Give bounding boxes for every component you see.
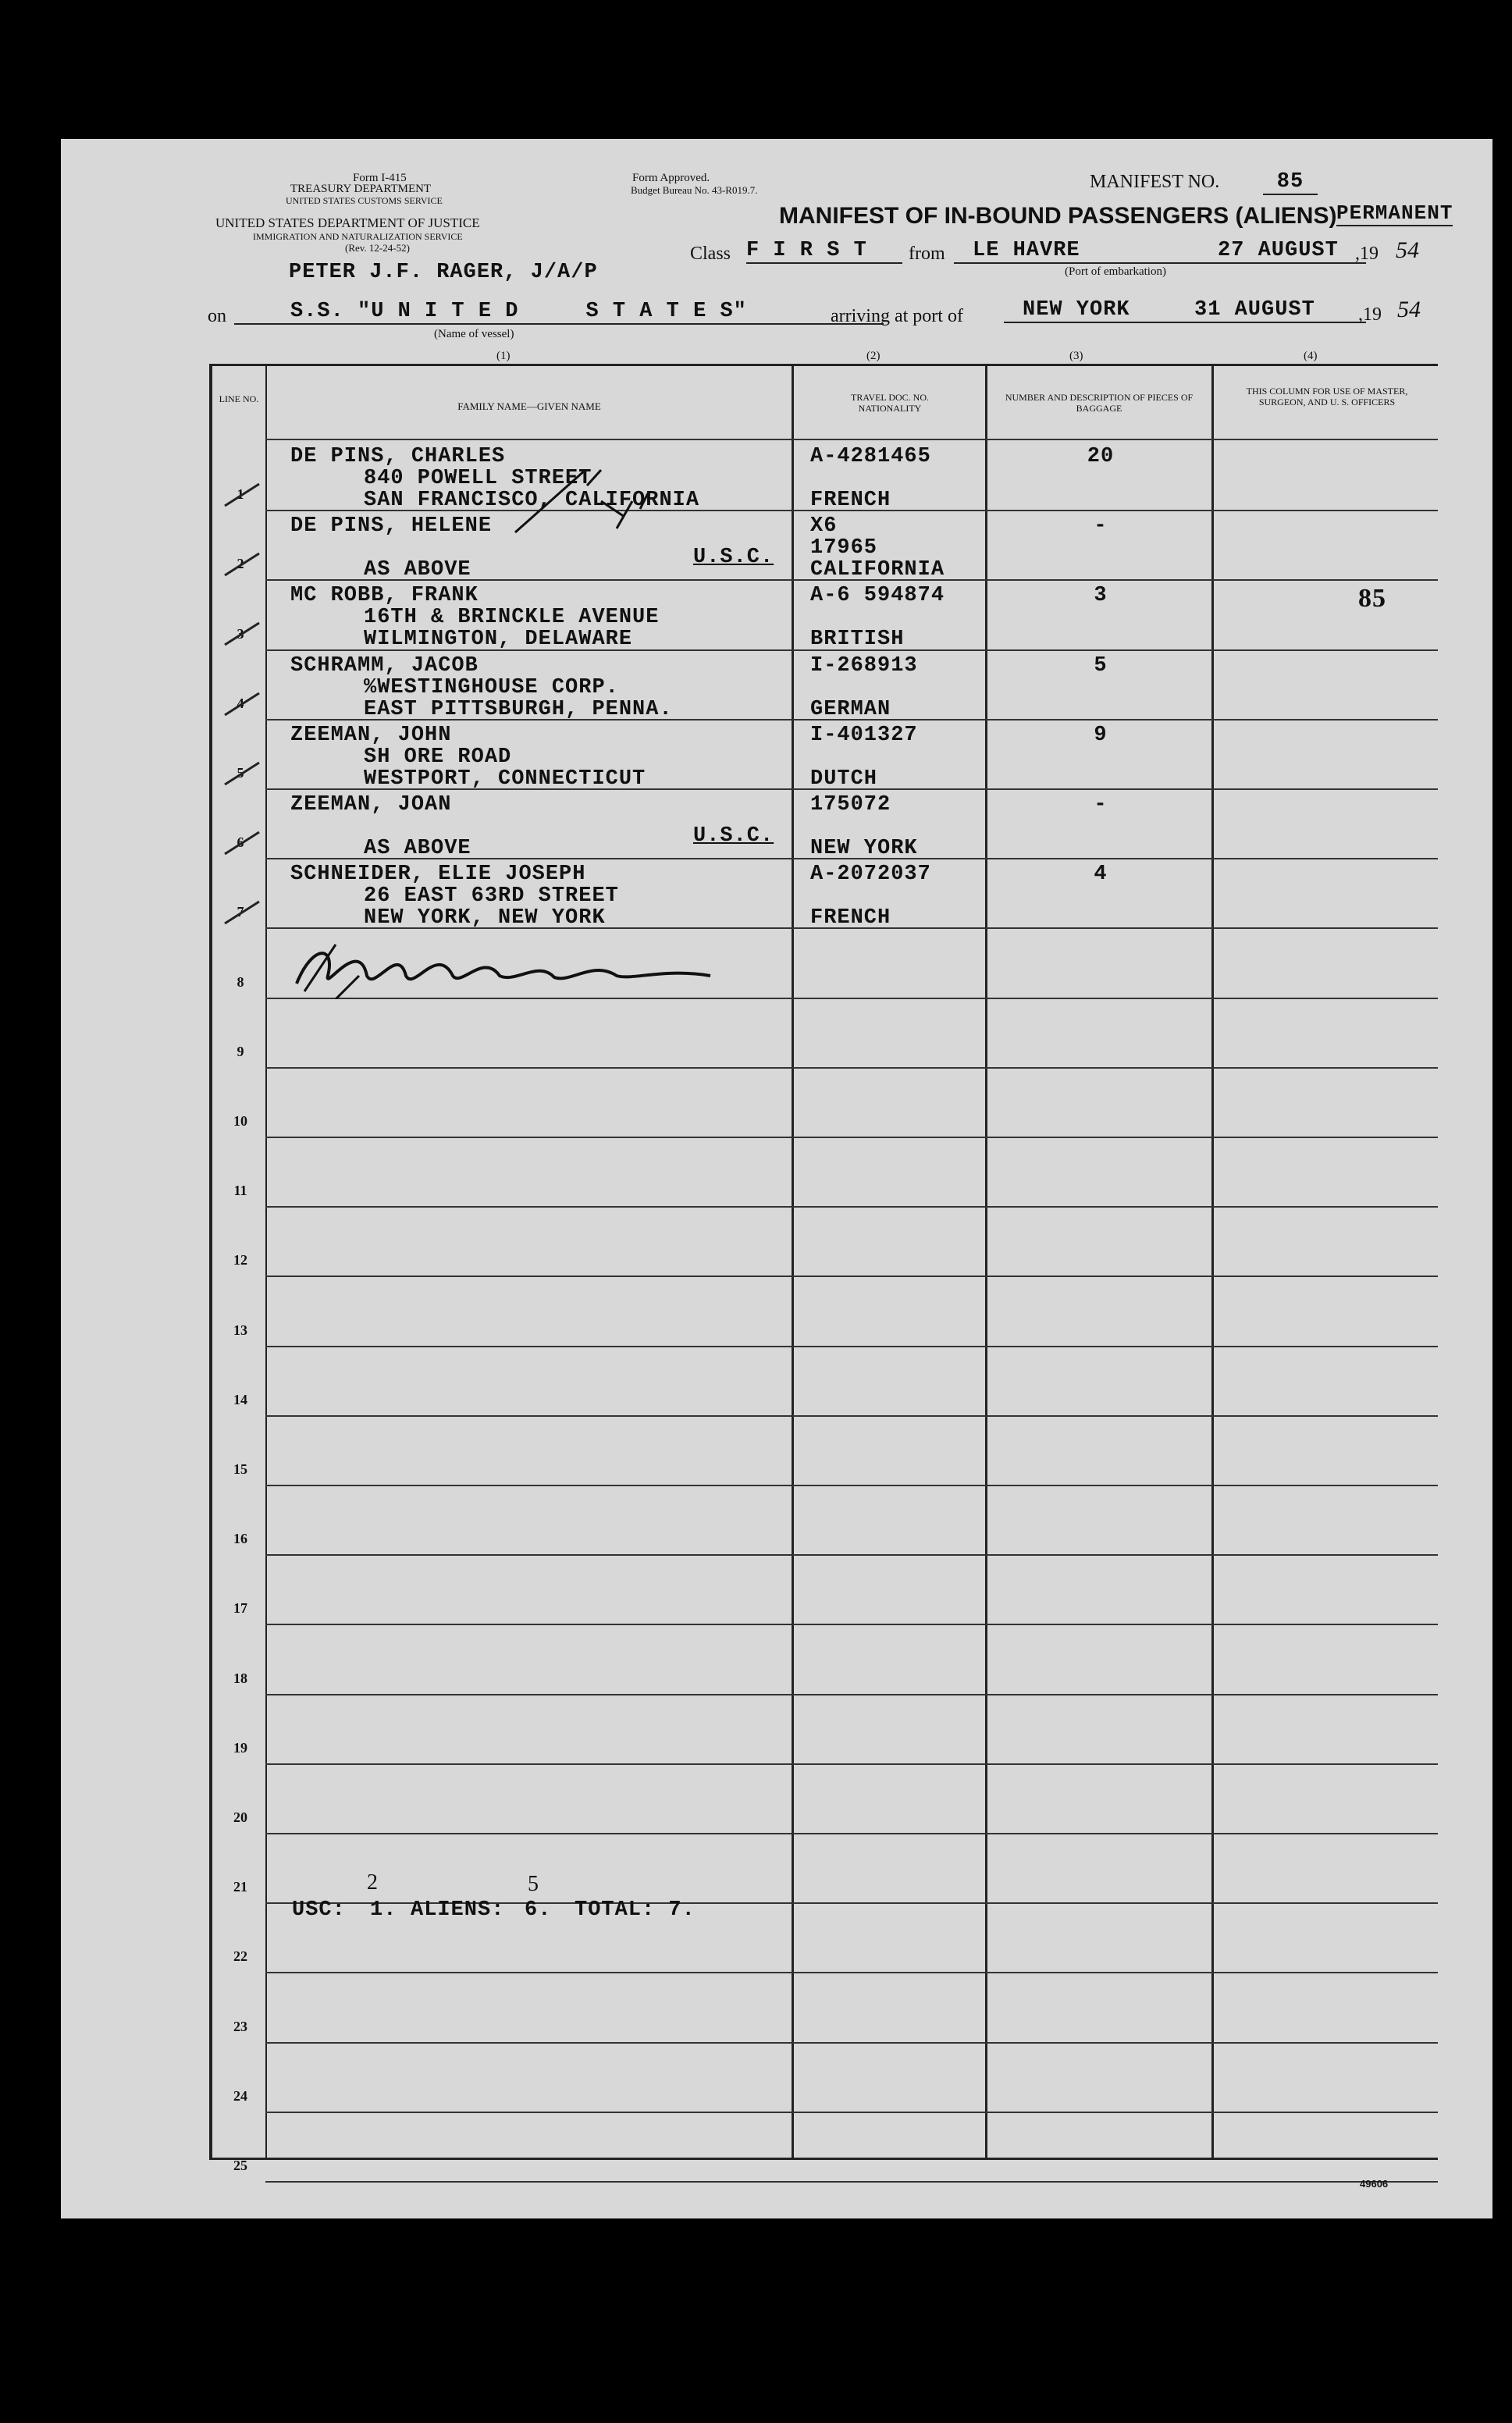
passenger-address-same: AS ABOVE <box>364 837 471 860</box>
table-bottom-border <box>209 2158 1438 2160</box>
on-label: on <box>208 306 226 326</box>
line-number: 13 <box>233 1322 247 1338</box>
budget-bureau: Budget Bureau No. 43-R019.7. <box>631 184 758 196</box>
pencil-check-mark <box>219 897 265 928</box>
port-of-embarkation: LE HAVRE <box>954 239 1222 264</box>
from-label: from <box>909 244 945 264</box>
line-number: 18 <box>233 1670 247 1686</box>
line-number: 5 <box>237 765 244 781</box>
baggage-count: 9 <box>1094 724 1108 747</box>
table-row-rule <box>265 1137 1438 1138</box>
arriving-label: arriving at port of <box>831 306 963 326</box>
line-number: 12 <box>233 1252 247 1268</box>
arrival-port: NEW YORK <box>1004 298 1202 323</box>
line-number: 14 <box>233 1392 247 1407</box>
line-number: 15 <box>233 1461 247 1477</box>
line-number: 9 <box>237 1044 244 1059</box>
passenger-name: ZEEMAN, JOAN <box>290 793 452 817</box>
manifest-sheet <box>61 139 1492 2218</box>
passenger-address-line: SH ORE ROAD <box>364 745 512 769</box>
line-number: 6 <box>237 834 244 850</box>
table-row-rule <box>265 1624 1438 1625</box>
family-name-header: FAMILY NAME—GIVEN NAME <box>457 400 601 412</box>
pencil-check-mark <box>219 827 265 859</box>
vessel-caption: (Name of vessel) <box>434 328 514 340</box>
travel-document-number: A-2072037 <box>810 863 931 886</box>
line-number: 2 <box>237 556 244 571</box>
nationality: NEW YORK <box>810 837 918 860</box>
passenger-name: DE PINS, HELENE <box>290 514 493 538</box>
travel-document-number: A-4281465 <box>810 445 931 468</box>
column-divider <box>792 364 794 2159</box>
grand-total: TOTAL: 7. <box>575 1898 696 1922</box>
nationality: FRENCH <box>810 906 891 930</box>
column-number-2: (2) <box>866 350 881 362</box>
travel-doc-header: TRAVEL DOC. NO. NATIONALITY <box>850 392 929 414</box>
passenger-city: WILMINGTON, DELAWARE <box>364 628 633 651</box>
aliens-total-label: ALIENS: <box>411 1898 505 1922</box>
line-number: 4 <box>237 696 244 711</box>
table-left-border <box>209 364 212 2159</box>
justice-department: UNITED STATES DEPARTMENT OF JUSTICE <box>215 215 480 230</box>
port-embarkation-caption: (Port of embarkation) <box>1065 265 1166 278</box>
baggage-count: - <box>1094 793 1108 817</box>
nationality: DUTCH <box>810 767 878 791</box>
baggage-count: 4 <box>1094 863 1108 886</box>
revision-date: (Rev. 12-24-52) <box>345 242 410 254</box>
column-divider <box>985 364 987 2159</box>
header-rule <box>265 439 1438 440</box>
form-code: 49606 <box>1360 2178 1389 2190</box>
ins-service: IMMIGRATION AND NATURALIZATION SERVICE <box>253 231 463 242</box>
travel-document-number: I-401327 <box>810 724 918 747</box>
embarkation-year-prefix: ,19 <box>1355 244 1379 264</box>
passenger-city: EAST PITTSBURGH, PENNA. <box>364 698 673 721</box>
table-row-rule <box>265 1276 1438 1277</box>
nationality: BRITISH <box>810 628 905 651</box>
baggage-header: NUMBER AND DESCRIPTION OF PIECES OF BAGGAGE <box>1005 392 1194 414</box>
line-number: 10 <box>233 1113 247 1129</box>
table-row-rule <box>265 1763 1438 1765</box>
table-row-rule <box>265 1694 1438 1695</box>
travel-document-number: 17965 <box>810 536 878 560</box>
form-approved: Form Approved. <box>632 172 710 184</box>
table-row-rule <box>265 1554 1438 1556</box>
column-number-4: (4) <box>1304 350 1318 362</box>
column-number-3: (3) <box>1069 350 1083 362</box>
embarkation-date: 27 AUGUST <box>1218 239 1366 264</box>
travel-document-number: I-268913 <box>810 654 918 678</box>
passenger-name: SCHNEIDER, ELIE JOSEPH <box>290 863 586 886</box>
customs-service: UNITED STATES CUSTOMS SERVICE <box>286 195 443 206</box>
table-row-rule <box>265 1972 1438 1973</box>
passenger-address-line: %WESTINGHOUSE CORP. <box>364 676 619 699</box>
table-row-rule <box>265 2181 1438 2183</box>
table-row-rule <box>265 1833 1438 1834</box>
travel-document-number: A-6 594874 <box>810 584 945 607</box>
table-row-rule <box>265 1415 1438 1417</box>
line-number: 17 <box>233 1600 247 1616</box>
table-row-rule <box>265 2042 1438 2044</box>
manifest-no-label: MANIFEST NO. <box>1090 172 1220 192</box>
line-number: 1 <box>237 486 244 502</box>
usc-marker: U.S.C. <box>693 546 774 569</box>
line-number: 8 <box>237 974 244 990</box>
pencil-check-mark <box>219 479 265 511</box>
passenger-address-line: 26 EAST 63RD STREET <box>364 884 619 908</box>
table-row-rule <box>265 1346 1438 1347</box>
baggage-count: 3 <box>1094 584 1108 607</box>
line-no-header: LINE NO. <box>219 393 259 404</box>
class-value: F I R S T <box>746 239 902 264</box>
arrival-date: 31 AUGUST <box>1194 298 1366 323</box>
table-top-border <box>209 364 1438 366</box>
passenger-address-line: 840 POWELL STREET <box>364 467 592 490</box>
column-divider <box>1211 364 1214 2159</box>
table-row-rule <box>265 1067 1438 1069</box>
arrival-year-prefix: ,19 <box>1358 304 1382 325</box>
line-number: 23 <box>233 2019 247 2034</box>
arrival-year: 54 <box>1397 297 1421 322</box>
officers-header: THIS COLUMN FOR USE OF MASTER, SURGEON, AND U. S. OFFICERS <box>1246 386 1408 407</box>
nationality: FRENCH <box>810 489 891 512</box>
column-divider <box>265 364 267 2159</box>
officer-note: 85 <box>1358 584 1386 613</box>
treasury-department: TREASURY DEPARTMENT <box>290 183 432 195</box>
passenger-city: NEW YORK, NEW YORK <box>364 906 606 930</box>
pencil-check-mark <box>219 688 265 720</box>
class-label: Class <box>690 244 731 264</box>
passenger-city: WESTPORT, CONNECTICUT <box>364 767 646 791</box>
form-number: Form I-415 <box>353 172 407 184</box>
passenger-address-line: 16TH & BRINCKLE AVENUE <box>364 606 660 629</box>
travel-document-number: X6 <box>810 514 838 538</box>
line-number: 22 <box>233 1948 247 1964</box>
passenger-name: DE PINS, CHARLES <box>290 445 506 468</box>
baggage-count: - <box>1094 514 1108 538</box>
usc-marker: U.S.C. <box>693 824 774 848</box>
line-number: 16 <box>233 1531 247 1546</box>
aliens-total-typed: 6. <box>525 1898 552 1922</box>
usc-total-typed: 1. <box>370 1898 397 1922</box>
passenger-name: SCHRAMM, JACOB <box>290 654 479 678</box>
pencil-check-mark <box>219 758 265 789</box>
line-number: 25 <box>233 2158 247 2173</box>
nationality: CALIFORNIA <box>810 558 945 582</box>
column-number-1: (1) <box>496 350 511 362</box>
officer-name: PETER J.F. RAGER, J/A/P <box>289 261 598 284</box>
passenger-name: MC ROBB, FRANK <box>290 584 479 607</box>
baggage-count: 20 <box>1087 445 1115 468</box>
passenger-name: ZEEMAN, JOHN <box>290 724 452 747</box>
travel-document-number: 175072 <box>810 793 891 817</box>
table-row-rule <box>265 1206 1438 1208</box>
line-number: 7 <box>237 904 244 920</box>
pencil-check-mark <box>219 618 265 649</box>
line-number: 11 <box>233 1183 247 1198</box>
passenger-address-same: AS ABOVE <box>364 558 471 582</box>
signature <box>289 929 726 999</box>
usc-total-label: USC: <box>292 1898 346 1922</box>
line-number: 24 <box>233 2088 247 2104</box>
permanent-stamp: PERMANENT <box>1336 201 1453 225</box>
table-row-rule <box>265 2112 1438 2113</box>
passenger-city: SAN FRANCISCO, CALIFORNIA <box>364 489 700 512</box>
manifest-no-value: 85 <box>1263 170 1318 195</box>
baggage-count: 5 <box>1094 654 1108 678</box>
line-number: 20 <box>233 1809 247 1825</box>
table-row-rule <box>265 1485 1438 1486</box>
handwritten-initials <box>500 454 703 548</box>
vessel-name: S.S. "U N I T E D S T A T E S" <box>234 300 884 325</box>
line-number: 3 <box>237 626 244 642</box>
embarkation-year: 54 <box>1396 237 1419 263</box>
usc-total-handwritten: 2 <box>367 1870 378 1895</box>
pencil-check-mark <box>219 549 265 580</box>
line-number: 21 <box>233 1879 247 1895</box>
aliens-total-handwritten: 5 <box>528 1872 539 1896</box>
line-number: 19 <box>233 1740 247 1756</box>
manifest-title: MANIFEST OF IN-BOUND PASSENGERS (ALIENS) <box>779 203 1337 229</box>
nationality: GERMAN <box>810 698 891 721</box>
